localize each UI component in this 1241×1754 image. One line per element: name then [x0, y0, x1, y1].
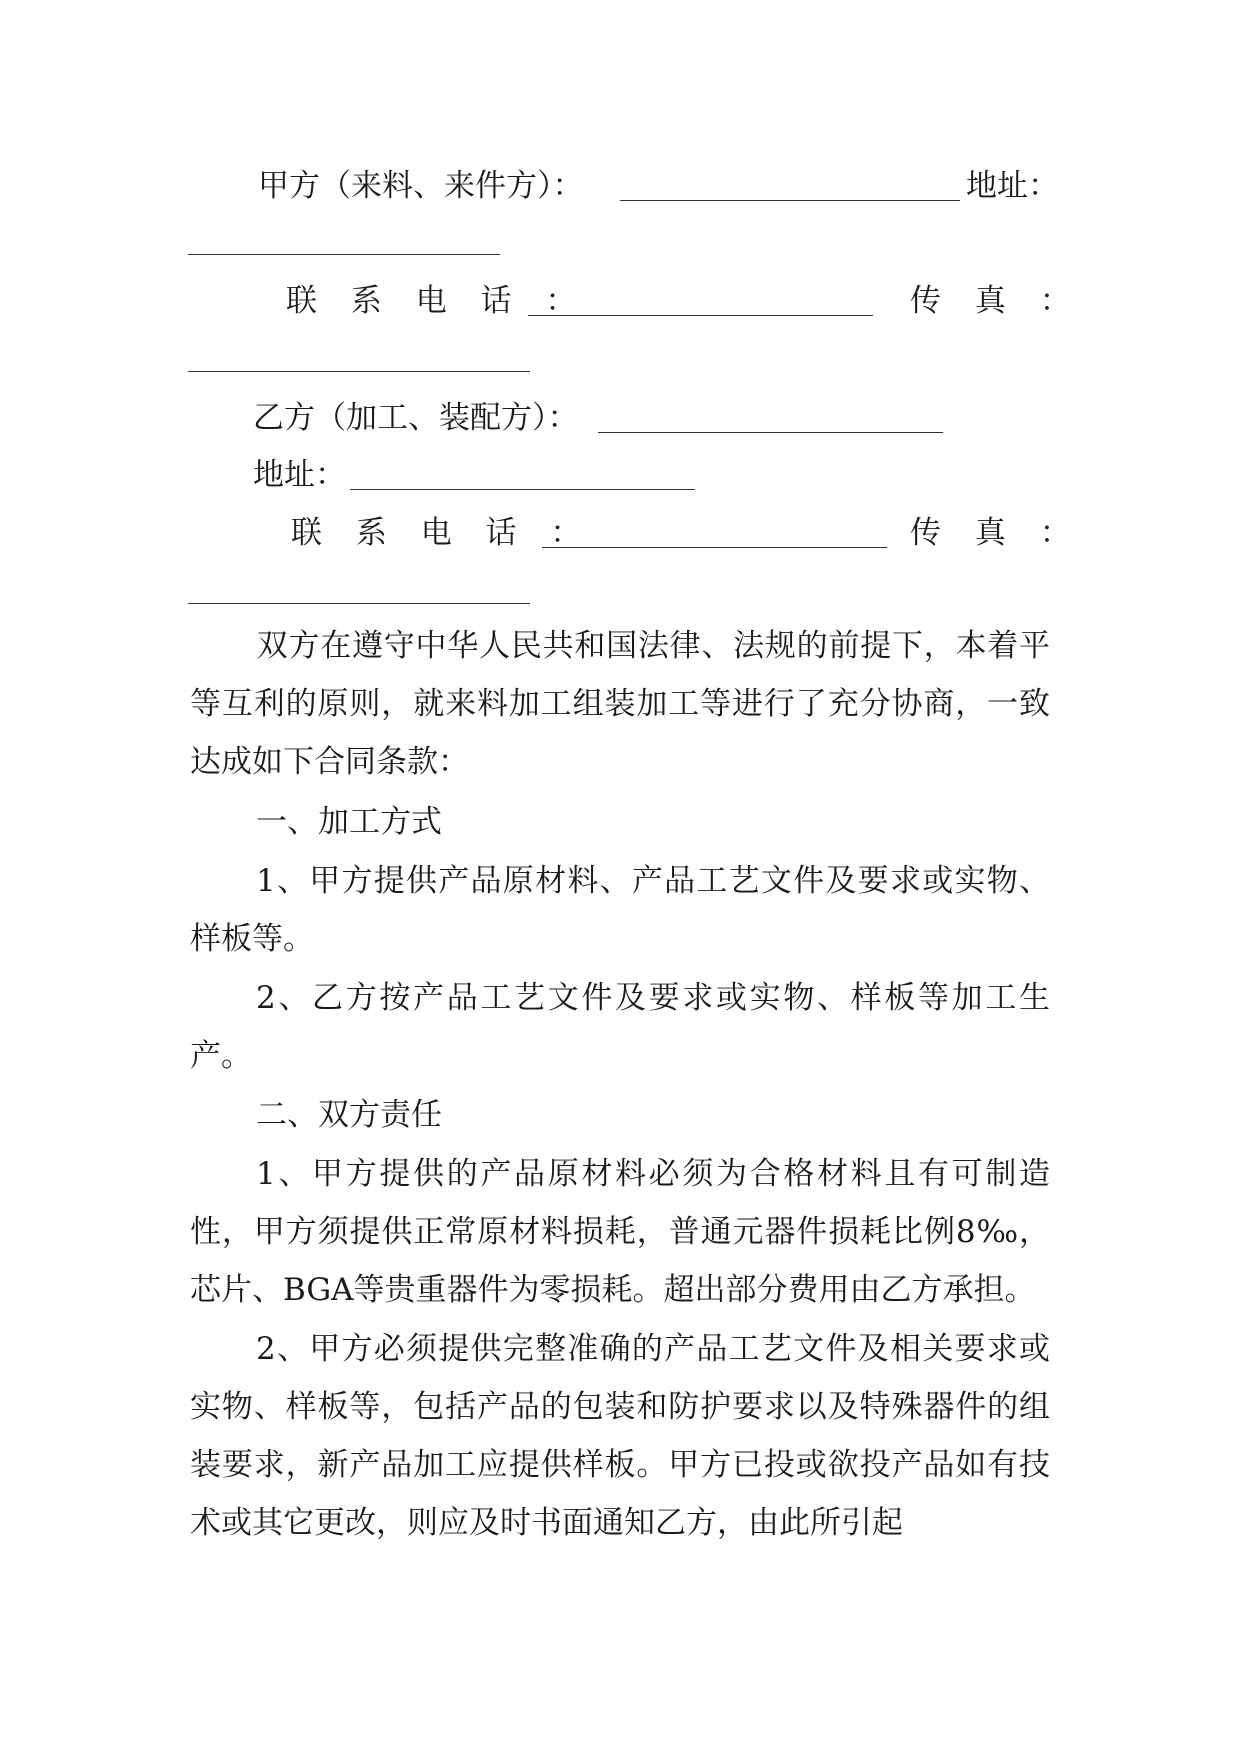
- party-a-address-label: 地址：: [966, 168, 1059, 204]
- party-a-phone-blank[interactable]: [528, 315, 873, 316]
- section2-item-1-text: 1、甲方提供的产品原材料必须为合格材料且有可制造性，甲方须提供正常原材料损耗，普通元器件损耗比例8‰，芯片、BGA等贵重器件为零损耗。超出部分费用由乙方承担。: [190, 1156, 1050, 1308]
- section2-heading-text: 二、双方责任: [256, 1097, 442, 1133]
- section1-item-1-text: 1、甲方提供产品原材料、产品工艺文件及要求或实物、样板等。: [190, 863, 1050, 957]
- preamble-paragraph: [190, 617, 1050, 791]
- party-b-fax-label: 传 真 ：: [910, 515, 1083, 551]
- section1-heading-text: 一、加工方式: [256, 804, 442, 840]
- party-a-name-blank[interactable]: [620, 200, 960, 201]
- party-b-name-blank[interactable]: [598, 432, 943, 433]
- section2-heading: [190, 1086, 1050, 1144]
- party-b-label: 乙方（加工、装配方）：: [253, 400, 579, 436]
- section1-item-2-text: 2、乙方按产品工艺文件及要求或实物、样板等加工生产。: [190, 980, 1050, 1074]
- party-a-label: 甲方（来料、来件方）：: [258, 168, 584, 204]
- section2-item-1: [190, 1145, 1050, 1319]
- party-b-fax-blank[interactable]: [188, 603, 530, 604]
- section2-item-2-text: 2、甲方必须提供完整准确的产品工艺文件及相关要求或实物、样板等，包括产品的包装和防护要求以及特殊器件的组装要求，新产品加工应提供样板。甲方已投或欲投产品如有技术或其它更改，则应及时书面通知乙方，由此所引起: [190, 1331, 1050, 1541]
- party-b-phone-blank[interactable]: [542, 547, 887, 548]
- preamble-text: 双方在遵守中华人民共和国法律、法规的前提下，本着平等互利的原则，就来料加工组装加工等进行了充分协商，一致达成如下合同条款：: [190, 628, 1050, 780]
- section1-item-2: [190, 969, 1050, 1085]
- section1-heading: [190, 793, 1050, 851]
- party-b-address-blank[interactable]: [350, 489, 695, 490]
- section2-item-2: [190, 1320, 1050, 1552]
- party-a-address-blank[interactable]: [188, 254, 500, 255]
- party-a-phone-label: 联 系 电 话 ：: [286, 283, 589, 319]
- party-b-address-label: 地址：: [253, 457, 346, 493]
- party-b-phone-label: 联 系 电 话 ：: [291, 515, 594, 551]
- party-a-fax-blank[interactable]: [188, 371, 530, 372]
- section1-item-1: [190, 852, 1050, 968]
- party-a-fax-label: 传 真 ：: [910, 283, 1083, 319]
